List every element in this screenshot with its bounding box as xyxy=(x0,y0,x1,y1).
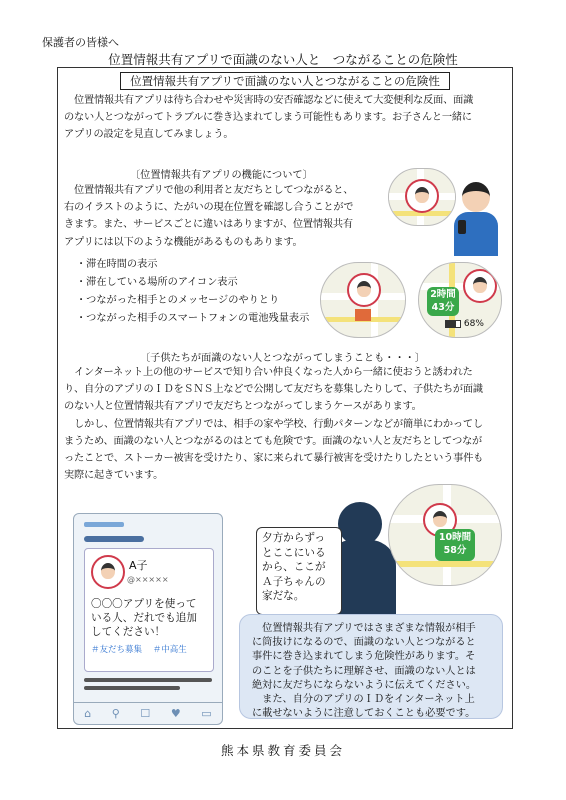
section1-line: 位置情報共有アプリで他の利用者と友だちとしてつながると、 xyxy=(64,185,354,196)
section2-line: ったことで、ストーカー被害を受けたり、家に来られて暴行被害を受けたりしたという事件も xyxy=(64,453,484,465)
location-pin xyxy=(347,273,381,307)
hashtag: ＃友だち募集 xyxy=(91,645,143,655)
stay-time-badge: 2時間 43分 xyxy=(427,287,459,316)
speech-bubble: 夕方からずっ とここにいる から、ここが Ａ子ちゃんの 家だな。 xyxy=(256,527,342,615)
notice-line: また、自分のアプリのＩＤをインターネット上 xyxy=(252,694,475,706)
section2-line: しかし、位置情報共有アプリでは、相手の家や学校、行動パターンなどが簡単にわかってし xyxy=(64,418,483,430)
notice-line: 事件に巻き込まれてしまう危険性があります。そ xyxy=(252,651,476,663)
section2-line: のない人と位置情報共有アプリで友だちとつながってしまうケースがあります。 xyxy=(64,401,422,413)
intro-paragraph xyxy=(64,92,506,144)
house-icon xyxy=(355,309,371,321)
chat-icon: ☐ xyxy=(140,706,151,720)
feature-item: ・滞在時間の表示 xyxy=(76,259,158,270)
feature-item: ・つながった相手とのメッセージのやりとり xyxy=(76,295,280,306)
sns-post-illustration xyxy=(73,513,223,725)
section1-heading: 〔位置情報共有アプリの機能について〕 xyxy=(130,170,313,181)
account-name: A子 xyxy=(129,559,148,572)
search-icon: ⚲ xyxy=(111,706,120,720)
map-illustration-left xyxy=(320,262,406,338)
feature-item: ・つながった相手のスマートフォンの電池残量表示 xyxy=(76,313,310,324)
section1-line: きます。また、サービスごとに違いはありますが、位置情報共有 xyxy=(64,219,353,231)
location-pin xyxy=(463,269,497,303)
home-icon: ⌂ xyxy=(84,706,92,720)
section1-paragraph xyxy=(64,182,394,251)
section2-paragraph xyxy=(64,364,506,484)
hashtag: ＃中高生 xyxy=(152,645,187,655)
section2-line: インターネット上の他のサービスで知り合い仲良くなった人から一緒に使おうと誘われた xyxy=(64,367,473,378)
hashtags xyxy=(91,643,187,655)
post-text: 〇〇〇アプリを使って いる人、だれでも追加 してください！ xyxy=(91,598,197,638)
intro-line: のない人とつながってトラブルに巻き込まれてしまう可能性もあります。お子さんと一緒に xyxy=(64,112,472,124)
app-tab-bar xyxy=(74,702,222,723)
boy-with-phone-illustration xyxy=(450,182,500,258)
section1-line: 右のイラストのように、たがいの現在位置を確認し合うことがで xyxy=(64,202,354,214)
notice-line: 位置情報共有アプリではさまざまな情報が相手 xyxy=(252,623,476,634)
feature-item: ・滞在している場所のアイコン表示 xyxy=(76,277,238,288)
intro-line: アプリの設定を見直してみましょう。 xyxy=(64,129,234,141)
warning-notice xyxy=(239,614,503,719)
avatar xyxy=(91,555,125,589)
post-card xyxy=(84,548,214,672)
section1-line: アプリには以下のような機能があるものもあります。 xyxy=(64,236,303,248)
account-handle: @××××× xyxy=(127,575,169,584)
heart-icon: ♥ xyxy=(170,706,181,720)
notice-line: に載せないように注意しておくことも必要です。 xyxy=(252,708,476,720)
location-pin xyxy=(405,179,439,213)
bookmark-icon: ▭ xyxy=(201,706,212,720)
section2-line: 実際に起きています。 xyxy=(64,470,164,482)
section2-heading: 〔子供たちが面識のない人とつながってしまうことも・・・〕 xyxy=(140,353,426,364)
recipient-line: 保護者の皆様へ xyxy=(42,36,119,49)
feature-list xyxy=(76,256,309,328)
map-illustration-top xyxy=(388,168,456,226)
section2-line: まうため、面識のない人とつながるのはとても危険です。面識のない人と友だちとしてつなが xyxy=(64,435,483,447)
intro-line: 位置情報共有アプリは待ち合わせや災害時の安否確認などに使えて大変便利な反面、面識 xyxy=(64,95,474,106)
section2-line: り、自分のアプリのＩＤをＳＮＳ上などで公開して友だちを募集したりして、子供たちが面識 xyxy=(64,384,483,396)
notice-line: 絶対に友だちにならないように伝えてください。 xyxy=(252,679,477,691)
battery-indicator xyxy=(445,319,484,329)
stay-time-badge: 10時間 58分 xyxy=(435,529,475,561)
notice-line: のことを子供たちに理解させ、面識のない人とは xyxy=(252,665,476,677)
map-illustration-right xyxy=(418,262,502,338)
notice-line: に筒抜けになるので、面識のない人とつながると xyxy=(252,637,476,649)
issuer-footer: 熊本県教育委員会 xyxy=(220,743,345,758)
map-illustration-bottom xyxy=(388,484,502,586)
page-title: 位置情報共有アプリで面識のない人と つながることの危険性 xyxy=(108,52,458,67)
box-title: 位置情報共有アプリで面識のない人とつながることの危険性 xyxy=(120,72,450,90)
battery-level: 68% xyxy=(463,319,484,329)
